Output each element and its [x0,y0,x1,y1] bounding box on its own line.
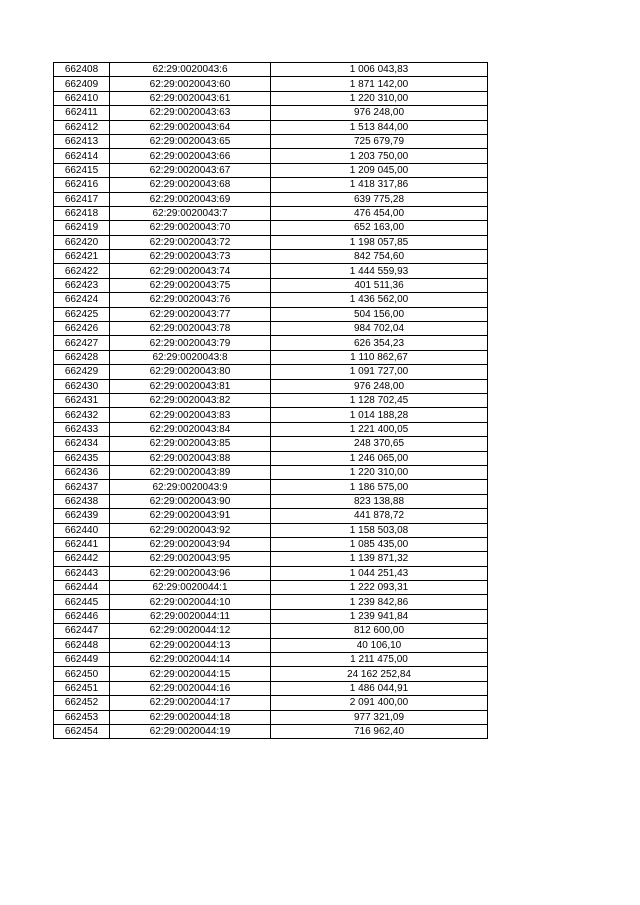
table-row [54,581,488,595]
table-row [54,509,488,523]
table-row [54,609,488,623]
cadastral-number-cell: 62:29:0020044:19 [110,724,271,738]
row-number-cell: 662432 [54,408,110,422]
row-number-cell: 662440 [54,523,110,537]
row-number-cell: 662451 [54,681,110,695]
table-row [54,566,488,580]
cadastral-number-cell: 62:29:0020044:17 [110,696,271,710]
table-row [54,322,488,336]
cadastral-number-cell: 62:29:0020043:96 [110,566,271,580]
row-number-cell: 662427 [54,336,110,350]
cadastral-number-cell: 62:29:0020043:80 [110,365,271,379]
table-row [54,178,488,192]
table-row [54,681,488,695]
cadastral-number-cell: 62:29:0020043:94 [110,537,271,551]
cadastral-number-cell: 62:29:0020043:69 [110,192,271,206]
table-row [54,77,488,91]
value-cell: 24 162 252,84 [271,667,488,681]
value-cell: 1 158 503,08 [271,523,488,537]
value-cell: 725 679,79 [271,134,488,148]
table-row [54,480,488,494]
cadastral-number-cell: 62:29:0020043:64 [110,120,271,134]
value-cell: 1 418 317,86 [271,178,488,192]
row-number-cell: 662445 [54,595,110,609]
value-cell: 1 436 562,00 [271,293,488,307]
row-number-cell: 662415 [54,163,110,177]
value-cell: 1 221 400,05 [271,422,488,436]
table-row [54,192,488,206]
value-cell: 1 871 142,00 [271,77,488,91]
table-row [54,91,488,105]
row-number-cell: 662435 [54,451,110,465]
row-number-cell: 662431 [54,393,110,407]
value-cell: 1 091 727,00 [271,365,488,379]
value-cell: 1 198 057,85 [271,235,488,249]
row-number-cell: 662409 [54,77,110,91]
table-row [54,552,488,566]
cadastral-number-cell: 62:29:0020043:95 [110,552,271,566]
value-cell: 823 138,88 [271,494,488,508]
value-cell: 1 014 188,28 [271,408,488,422]
table-body [54,63,488,739]
value-cell: 984 702,04 [271,322,488,336]
cadastral-number-cell: 62:29:0020043:91 [110,509,271,523]
row-number-cell: 662414 [54,149,110,163]
table-row [54,106,488,120]
cadastral-number-cell: 62:29:0020043:66 [110,149,271,163]
table-row [54,595,488,609]
value-cell: 1 006 043,83 [271,63,488,77]
cadastral-number-cell: 62:29:0020043:76 [110,293,271,307]
table-row [54,710,488,724]
cadastral-number-cell: 62:29:0020043:78 [110,322,271,336]
row-number-cell: 662454 [54,724,110,738]
row-number-cell: 662408 [54,63,110,77]
table-row [54,379,488,393]
row-number-cell: 662439 [54,509,110,523]
row-number-cell: 662441 [54,537,110,551]
value-cell: 1 444 559,93 [271,264,488,278]
table-row [54,451,488,465]
cadastral-number-cell: 62:29:0020043:73 [110,250,271,264]
row-number-cell: 662425 [54,307,110,321]
table-row [54,134,488,148]
table-row [54,653,488,667]
table-row [54,365,488,379]
row-number-cell: 662428 [54,350,110,364]
cadastral-number-cell: 62:29:0020043:8 [110,350,271,364]
cadastral-number-cell: 62:29:0020043:81 [110,379,271,393]
value-cell: 401 511,36 [271,278,488,292]
table-row [54,724,488,738]
value-cell: 40 106,10 [271,638,488,652]
row-number-cell: 662452 [54,696,110,710]
table-row [54,336,488,350]
value-cell: 639 775,28 [271,192,488,206]
row-number-cell: 662416 [54,178,110,192]
cadastral-number-cell: 62:29:0020043:6 [110,63,271,77]
table-row [54,408,488,422]
cadastral-number-cell: 62:29:0020043:9 [110,480,271,494]
cadastral-number-cell: 62:29:0020043:89 [110,465,271,479]
value-cell: 1 085 435,00 [271,537,488,551]
row-number-cell: 662423 [54,278,110,292]
cadastral-number-cell: 62:29:0020043:75 [110,278,271,292]
value-cell: 1 186 575,00 [271,480,488,494]
table-row [54,437,488,451]
row-number-cell: 662413 [54,134,110,148]
cadastral-number-cell: 62:29:0020043:74 [110,264,271,278]
cadastral-number-cell: 62:29:0020043:83 [110,408,271,422]
table-row [54,235,488,249]
row-number-cell: 662418 [54,206,110,220]
table-row [54,422,488,436]
value-cell: 1 211 475,00 [271,653,488,667]
row-number-cell: 662420 [54,235,110,249]
value-cell: 504 156,00 [271,307,488,321]
table-row [54,696,488,710]
value-cell: 1 209 045,00 [271,163,488,177]
value-cell: 1 128 702,45 [271,393,488,407]
value-cell: 476 454,00 [271,206,488,220]
value-cell: 2 091 400,00 [271,696,488,710]
table-row [54,63,488,77]
row-number-cell: 662422 [54,264,110,278]
row-number-cell: 662429 [54,365,110,379]
value-cell: 652 163,00 [271,221,488,235]
value-cell: 716 962,40 [271,724,488,738]
value-cell: 1 044 251,43 [271,566,488,580]
row-number-cell: 662412 [54,120,110,134]
value-cell: 812 600,00 [271,624,488,638]
table-row [54,537,488,551]
cadastral-number-cell: 62:29:0020043:70 [110,221,271,235]
row-number-cell: 662447 [54,624,110,638]
cadastral-number-cell: 62:29:0020043:61 [110,91,271,105]
cadastral-number-cell: 62:29:0020044:1 [110,581,271,595]
cadastral-number-cell: 62:29:0020043:7 [110,206,271,220]
cadastral-number-cell: 62:29:0020043:67 [110,163,271,177]
cadastral-number-cell: 62:29:0020043:72 [110,235,271,249]
table-row [54,638,488,652]
row-number-cell: 662424 [54,293,110,307]
cadastral-number-cell: 62:29:0020043:92 [110,523,271,537]
cadastral-number-cell: 62:29:0020044:16 [110,681,271,695]
table-row [54,278,488,292]
cadastral-number-cell: 62:29:0020044:14 [110,653,271,667]
cadastral-number-cell: 62:29:0020044:15 [110,667,271,681]
row-number-cell: 662446 [54,609,110,623]
row-number-cell: 662426 [54,322,110,336]
row-number-cell: 662430 [54,379,110,393]
value-cell: 1 110 862,67 [271,350,488,364]
value-cell: 1 203 750,00 [271,149,488,163]
table-row [54,393,488,407]
table-row [54,523,488,537]
row-number-cell: 662437 [54,480,110,494]
cadastral-number-cell: 62:29:0020043:90 [110,494,271,508]
cadastral-number-cell: 62:29:0020044:11 [110,609,271,623]
value-cell: 441 878,72 [271,509,488,523]
table-row [54,624,488,638]
table-row [54,307,488,321]
table-row [54,120,488,134]
value-cell: 1 139 871,32 [271,552,488,566]
row-number-cell: 662449 [54,653,110,667]
cadastral-number-cell: 62:29:0020043:60 [110,77,271,91]
row-number-cell: 662410 [54,91,110,105]
value-cell: 1 239 842,86 [271,595,488,609]
table-row [54,221,488,235]
value-cell: 976 248,00 [271,106,488,120]
row-number-cell: 662438 [54,494,110,508]
value-cell: 976 248,00 [271,379,488,393]
table-row [54,206,488,220]
value-cell: 248 370,65 [271,437,488,451]
row-number-cell: 662433 [54,422,110,436]
value-cell: 1 220 310,00 [271,465,488,479]
row-number-cell: 662434 [54,437,110,451]
row-number-cell: 662442 [54,552,110,566]
table-row [54,293,488,307]
row-number-cell: 662448 [54,638,110,652]
value-cell: 977 321,09 [271,710,488,724]
value-cell: 626 354,23 [271,336,488,350]
value-cell: 1 513 844,00 [271,120,488,134]
row-number-cell: 662444 [54,581,110,595]
cadastral-number-cell: 62:29:0020043:65 [110,134,271,148]
row-number-cell: 662411 [54,106,110,120]
value-cell: 1 220 310,00 [271,91,488,105]
row-number-cell: 662436 [54,465,110,479]
cadastral-number-cell: 62:29:0020043:88 [110,451,271,465]
cadastral-number-cell: 62:29:0020043:79 [110,336,271,350]
cadastral-value-table [53,62,488,739]
cadastral-number-cell: 62:29:0020043:77 [110,307,271,321]
row-number-cell: 662421 [54,250,110,264]
cadastral-number-cell: 62:29:0020043:85 [110,437,271,451]
table-row [54,350,488,364]
cadastral-number-cell: 62:29:0020044:10 [110,595,271,609]
table-row [54,163,488,177]
table-row [54,264,488,278]
row-number-cell: 662417 [54,192,110,206]
value-cell: 1 239 941,84 [271,609,488,623]
cadastral-number-cell: 62:29:0020043:63 [110,106,271,120]
value-cell: 1 486 044,91 [271,681,488,695]
value-cell: 1 246 065,00 [271,451,488,465]
row-number-cell: 662443 [54,566,110,580]
table-row [54,465,488,479]
row-number-cell: 662453 [54,710,110,724]
row-number-cell: 662450 [54,667,110,681]
value-cell: 842 754,60 [271,250,488,264]
table-row [54,667,488,681]
table-row [54,250,488,264]
cadastral-number-cell: 62:29:0020043:68 [110,178,271,192]
cadastral-number-cell: 62:29:0020044:13 [110,638,271,652]
table-row [54,494,488,508]
table-row [54,149,488,163]
cadastral-number-cell: 62:29:0020043:82 [110,393,271,407]
cadastral-number-cell: 62:29:0020044:18 [110,710,271,724]
value-cell: 1 222 093,31 [271,581,488,595]
cadastral-number-cell: 62:29:0020043:84 [110,422,271,436]
cadastral-number-cell: 62:29:0020044:12 [110,624,271,638]
row-number-cell: 662419 [54,221,110,235]
